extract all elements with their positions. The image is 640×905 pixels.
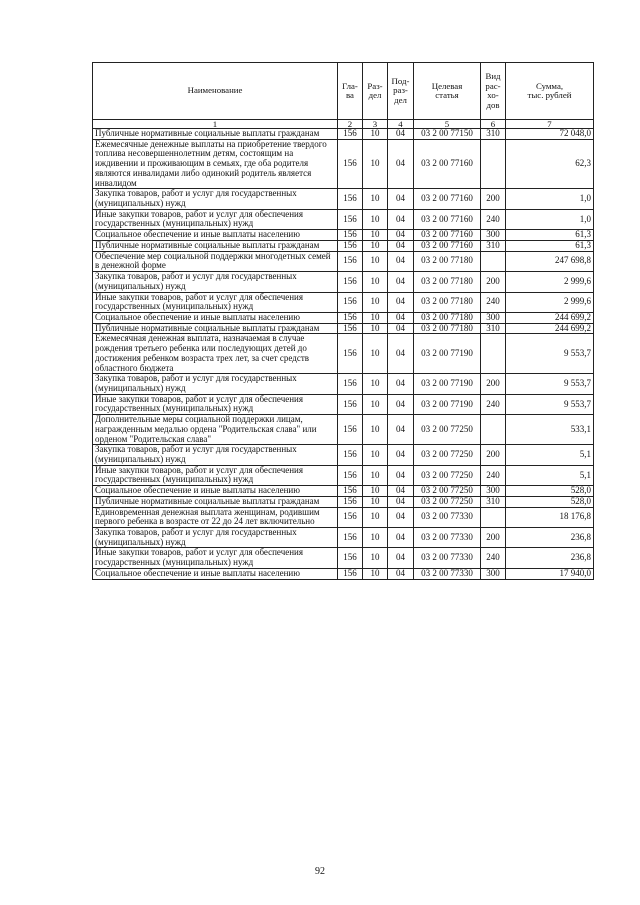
glava-cell: 156: [338, 139, 363, 189]
sum-cell: 72 048,0: [506, 129, 594, 140]
glava-cell: 156: [338, 240, 363, 251]
row-name-cell: Социальное обеспечение и иные выплаты населению: [93, 486, 338, 497]
row-name-cell: Закупка товаров, работ и услуг для государственных (муниципальных) нужд: [93, 528, 338, 548]
column-number: 3: [363, 120, 388, 129]
row-name-cell: Обеспечение мер социальной поддержки многодетных семей в денежной форме: [93, 251, 338, 271]
vid-cell: 310: [481, 240, 506, 251]
table-row: [93, 189, 594, 209]
podrazdel-cell: 04: [388, 568, 414, 579]
glava-cell: 156: [338, 445, 363, 465]
sum-cell: 1,0: [506, 189, 594, 209]
sum-cell: 5,1: [506, 445, 594, 465]
vid-cell: 200: [481, 374, 506, 394]
table-row: [93, 292, 594, 312]
podrazdel-cell: 04: [388, 486, 414, 497]
sum-cell: 2 999,6: [506, 292, 594, 312]
row-name-cell: Дополнительные меры социальной поддержки лицам, награжденным медалью ордена "Родительская слава" или орденом "Родительская слава": [93, 415, 338, 445]
glava-cell: 156: [338, 312, 363, 323]
sum-cell: 9 553,7: [506, 334, 594, 374]
header-razdel: Раз- дел: [363, 63, 388, 120]
row-name-cell: Публичные нормативные социальные выплаты гражданам: [93, 323, 338, 334]
target-cell: 03 2 00 77190: [414, 394, 481, 414]
row-name-cell: Публичные нормативные социальные выплаты гражданам: [93, 129, 338, 140]
target-cell: 03 2 00 77160: [414, 230, 481, 241]
header-row: [93, 63, 594, 120]
razdel-cell: 10: [363, 445, 388, 465]
sum-cell: 61,3: [506, 240, 594, 251]
razdel-cell: 10: [363, 129, 388, 140]
razdel-cell: 10: [363, 548, 388, 568]
vid-cell: 310: [481, 129, 506, 140]
podrazdel-cell: 04: [388, 129, 414, 140]
table-row: [93, 312, 594, 323]
header-vid: Вид рас- хо- дов: [481, 63, 506, 120]
column-number: 7: [506, 120, 594, 129]
target-cell: 03 2 00 77330: [414, 548, 481, 568]
vid-cell: 200: [481, 445, 506, 465]
glava-cell: 156: [338, 334, 363, 374]
razdel-cell: 10: [363, 323, 388, 334]
target-cell: 03 2 00 77180: [414, 312, 481, 323]
row-name-cell: Иные закупки товаров, работ и услуг для обеспечения государственных (муниципальных) нужд: [93, 292, 338, 312]
vid-cell: 200: [481, 528, 506, 548]
glava-cell: 156: [338, 323, 363, 334]
target-cell: 03 2 00 77160: [414, 209, 481, 229]
target-cell: 03 2 00 77250: [414, 486, 481, 497]
glava-cell: 156: [338, 496, 363, 507]
vid-cell: [481, 334, 506, 374]
row-name-cell: Иные закупки товаров, работ и услуг для обеспечения государственных (муниципальных) нужд: [93, 209, 338, 229]
glava-cell: 156: [338, 548, 363, 568]
glava-cell: 156: [338, 209, 363, 229]
table-body: [93, 129, 594, 580]
podrazdel-cell: 04: [388, 507, 414, 527]
header-name: Наименование: [93, 63, 338, 120]
header-sum: Сумма, тыс. рублей: [506, 63, 594, 120]
vid-cell: 240: [481, 465, 506, 485]
podrazdel-cell: 04: [388, 445, 414, 465]
sum-cell: 533,1: [506, 415, 594, 445]
budget-table: [92, 62, 594, 580]
sum-cell: 236,8: [506, 528, 594, 548]
glava-cell: 156: [338, 394, 363, 414]
sum-cell: 528,0: [506, 486, 594, 497]
table-row: [93, 465, 594, 485]
vid-cell: [481, 507, 506, 527]
vid-cell: 240: [481, 209, 506, 229]
razdel-cell: 10: [363, 292, 388, 312]
sum-cell: 1,0: [506, 209, 594, 229]
sum-cell: 17 940,0: [506, 568, 594, 579]
glava-cell: 156: [338, 272, 363, 292]
razdel-cell: 10: [363, 312, 388, 323]
table-row: [93, 374, 594, 394]
razdel-cell: 10: [363, 486, 388, 497]
target-cell: 03 2 00 77180: [414, 251, 481, 271]
podrazdel-cell: 04: [388, 415, 414, 445]
table-row: [93, 394, 594, 414]
table-row: [93, 548, 594, 568]
header-podrazdel: Под- раз- дел: [388, 63, 414, 120]
glava-cell: 156: [338, 251, 363, 271]
razdel-cell: 10: [363, 272, 388, 292]
glava-cell: 156: [338, 568, 363, 579]
razdel-cell: 10: [363, 374, 388, 394]
column-number: 4: [388, 120, 414, 129]
row-name-cell: Закупка товаров, работ и услуг для государственных (муниципальных) нужд: [93, 272, 338, 292]
sum-cell: 244 699,2: [506, 323, 594, 334]
column-number-row: [93, 120, 594, 129]
podrazdel-cell: 04: [388, 251, 414, 271]
sum-cell: 244 699,2: [506, 312, 594, 323]
page-number: 92: [315, 866, 325, 877]
podrazdel-cell: 04: [388, 272, 414, 292]
vid-cell: [481, 139, 506, 189]
sum-cell: 62,3: [506, 139, 594, 189]
vid-cell: 240: [481, 548, 506, 568]
target-cell: 03 2 00 77330: [414, 507, 481, 527]
vid-cell: 300: [481, 312, 506, 323]
vid-cell: 240: [481, 292, 506, 312]
table-row: [93, 209, 594, 229]
row-name-cell: Ежемесячная денежная выплата, назначаемая в случае рождения третьего ребенка или последующих детей до достижения ребенком возраста трех лет, за счет средств областного бюджета: [93, 334, 338, 374]
podrazdel-cell: 04: [388, 496, 414, 507]
glava-cell: 156: [338, 486, 363, 497]
target-cell: 03 2 00 77180: [414, 323, 481, 334]
row-name-cell: Публичные нормативные социальные выплаты гражданам: [93, 496, 338, 507]
target-cell: 03 2 00 77250: [414, 496, 481, 507]
razdel-cell: 10: [363, 507, 388, 527]
table-row: [93, 486, 594, 497]
glava-cell: 156: [338, 415, 363, 445]
sum-cell: 9 553,7: [506, 374, 594, 394]
podrazdel-cell: 04: [388, 334, 414, 374]
table-row: [93, 415, 594, 445]
razdel-cell: 10: [363, 528, 388, 548]
table-row: [93, 334, 594, 374]
glava-cell: 156: [338, 528, 363, 548]
vid-cell: 310: [481, 496, 506, 507]
column-number: 5: [414, 120, 481, 129]
table-row: [93, 230, 594, 241]
sum-cell: 9 553,7: [506, 394, 594, 414]
sum-cell: 5,1: [506, 465, 594, 485]
sum-cell: 61,3: [506, 230, 594, 241]
podrazdel-cell: 04: [388, 548, 414, 568]
razdel-cell: 10: [363, 209, 388, 229]
table-row: [93, 240, 594, 251]
row-name-cell: Иные закупки товаров, работ и услуг для обеспечения государственных (муниципальных) нужд: [93, 394, 338, 414]
glava-cell: 156: [338, 230, 363, 241]
glava-cell: 156: [338, 189, 363, 209]
vid-cell: 300: [481, 486, 506, 497]
razdel-cell: 10: [363, 465, 388, 485]
table-row: [93, 528, 594, 548]
vid-cell: 300: [481, 568, 506, 579]
podrazdel-cell: 04: [388, 292, 414, 312]
vid-cell: 200: [481, 189, 506, 209]
razdel-cell: 10: [363, 415, 388, 445]
vid-cell: 300: [481, 230, 506, 241]
target-cell: 03 2 00 77250: [414, 465, 481, 485]
sum-cell: 528,0: [506, 496, 594, 507]
razdel-cell: 10: [363, 189, 388, 209]
table-row: [93, 251, 594, 271]
vid-cell: 200: [481, 272, 506, 292]
glava-cell: 156: [338, 374, 363, 394]
podrazdel-cell: 04: [388, 323, 414, 334]
row-name-cell: Иные закупки товаров, работ и услуг для обеспечения государственных (муниципальных) нужд: [93, 465, 338, 485]
target-cell: 03 2 00 77180: [414, 292, 481, 312]
row-name-cell: Единовременная денежная выплата женщинам, родившим первого ребенка в возрасте от 22 до 24 лет включительно: [93, 507, 338, 527]
table-row: [93, 568, 594, 579]
razdel-cell: 10: [363, 230, 388, 241]
column-number: 6: [481, 120, 506, 129]
row-name-cell: Социальное обеспечение и иные выплаты населению: [93, 568, 338, 579]
vid-cell: 240: [481, 394, 506, 414]
sum-cell: 247 698,8: [506, 251, 594, 271]
podrazdel-cell: 04: [388, 209, 414, 229]
target-cell: 03 2 00 77190: [414, 374, 481, 394]
glava-cell: 156: [338, 129, 363, 140]
sum-cell: 18 176,8: [506, 507, 594, 527]
podrazdel-cell: 04: [388, 374, 414, 394]
table-row: [93, 507, 594, 527]
table-row: [93, 323, 594, 334]
row-name-cell: Социальное обеспечение и иные выплаты населению: [93, 230, 338, 241]
podrazdel-cell: 04: [388, 230, 414, 241]
razdel-cell: 10: [363, 496, 388, 507]
row-name-cell: Ежемесячные денежные выплаты на приобретение твердого топлива несовершеннолетним детям, состоящим на иждивении и проживающим в семьях, где оба родителя являются инвалидами либо одинокий родитель является инвалидом: [93, 139, 338, 189]
header-target: Целевая статья: [414, 63, 481, 120]
razdel-cell: 10: [363, 139, 388, 189]
header-glava: Гла- ва: [338, 63, 363, 120]
row-name-cell: Закупка товаров, работ и услуг для государственных (муниципальных) нужд: [93, 189, 338, 209]
razdel-cell: 10: [363, 334, 388, 374]
sum-cell: 2 999,6: [506, 272, 594, 292]
target-cell: 03 2 00 77150: [414, 129, 481, 140]
vid-cell: 310: [481, 323, 506, 334]
table-row: [93, 129, 594, 140]
vid-cell: [481, 415, 506, 445]
podrazdel-cell: 04: [388, 240, 414, 251]
table-row: [93, 496, 594, 507]
row-name-cell: Социальное обеспечение и иные выплаты населению: [93, 312, 338, 323]
podrazdel-cell: 04: [388, 528, 414, 548]
target-cell: 03 2 00 77250: [414, 445, 481, 465]
podrazdel-cell: 04: [388, 465, 414, 485]
vid-cell: [481, 251, 506, 271]
podrazdel-cell: 04: [388, 189, 414, 209]
podrazdel-cell: 04: [388, 312, 414, 323]
target-cell: 03 2 00 77190: [414, 334, 481, 374]
row-name-cell: Закупка товаров, работ и услуг для государственных (муниципальных) нужд: [93, 445, 338, 465]
target-cell: 03 2 00 77330: [414, 568, 481, 579]
row-name-cell: Иные закупки товаров, работ и услуг для обеспечения государственных (муниципальных) нужд: [93, 548, 338, 568]
glava-cell: 156: [338, 465, 363, 485]
target-cell: 03 2 00 77160: [414, 189, 481, 209]
glava-cell: 156: [338, 292, 363, 312]
table-row: [93, 272, 594, 292]
table-row: [93, 139, 594, 189]
glava-cell: 156: [338, 507, 363, 527]
podrazdel-cell: 04: [388, 394, 414, 414]
target-cell: 03 2 00 77160: [414, 240, 481, 251]
column-number: 2: [338, 120, 363, 129]
podrazdel-cell: 04: [388, 139, 414, 189]
sum-cell: 236,8: [506, 548, 594, 568]
razdel-cell: 10: [363, 394, 388, 414]
razdel-cell: 10: [363, 251, 388, 271]
target-cell: 03 2 00 77180: [414, 272, 481, 292]
razdel-cell: 10: [363, 568, 388, 579]
row-name-cell: Закупка товаров, работ и услуг для государственных (муниципальных) нужд: [93, 374, 338, 394]
target-cell: 03 2 00 77330: [414, 528, 481, 548]
table-row: [93, 445, 594, 465]
target-cell: 03 2 00 77160: [414, 139, 481, 189]
target-cell: 03 2 00 77250: [414, 415, 481, 445]
razdel-cell: 10: [363, 240, 388, 251]
column-number: 1: [93, 120, 338, 129]
row-name-cell: Публичные нормативные социальные выплаты гражданам: [93, 240, 338, 251]
